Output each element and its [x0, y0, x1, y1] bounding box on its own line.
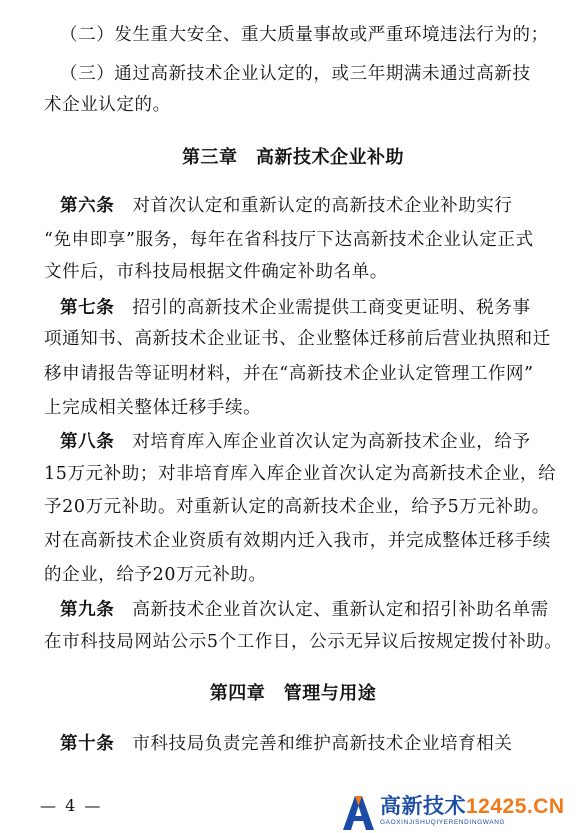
page-number: — 4 — — [40, 796, 103, 815]
text-line: 移申请报告等证明材料，并在“高新技术企业认定管理工作网” — [44, 364, 534, 384]
watermark-logo-icon — [340, 792, 374, 832]
article-line — [60, 432, 580, 452]
article-text: 招引的高新技术企业需提供工商变更证明、税务事 — [114, 298, 531, 318]
text-line: 术企业认定的。 — [44, 95, 171, 115]
article-label: 第八条 — [60, 432, 115, 452]
text-line: 文件后，市科技局根据文件确定补助名单。 — [44, 262, 388, 282]
article-text: 市科技局负责完善和维护高新技术企业培育相关 — [114, 734, 513, 754]
watermark — [340, 792, 586, 833]
watermark-subtext: GAOXINJISHUQIYERENDINGWANG — [380, 819, 506, 826]
article-label: 第六条 — [60, 196, 115, 216]
text-line: “免申即享”服务，每年在省科技厅下达高新技术企业认定正式 — [44, 230, 534, 250]
article-line — [60, 600, 580, 620]
article-label: 第九条 — [60, 600, 115, 620]
article-line — [60, 298, 580, 318]
chapter-heading: 第三章 高新技术企业补助 — [182, 147, 404, 168]
watermark-text: 高新技术12425.CN — [380, 795, 565, 818]
article-text: 高新技术企业首次认定、重新认定和招引补助名单需 — [114, 600, 549, 620]
article-label: 第七条 — [60, 298, 115, 318]
article-line — [60, 196, 580, 216]
text-line: 在市科技局网站公示5个工作日，公示无异议后按规定拨付补助。 — [44, 632, 563, 652]
text-line: 项通知书、高新技术企业证书、企业整体迁移前后营业执照和迁 — [44, 329, 551, 349]
article-line — [60, 734, 580, 754]
text-line: 15万元补助；对非培育库入库企业首次认定为高新技术企业，给 — [44, 464, 557, 484]
article-label: 第十条 — [60, 734, 115, 754]
chapter-heading: 第四章 管理与用途 — [209, 683, 377, 704]
article-text: 对首次认定和重新认定的高新技术企业补助实行 — [114, 196, 513, 216]
text-line: 上完成相关整体迁移手续。 — [44, 398, 262, 418]
text-line: 对在高新技术企业资质有效期内迁入我市，并完成整体迁移手续 — [44, 531, 551, 551]
article-text: 对培育库入库企业首次认定为高新技术企业，给予 — [114, 432, 531, 452]
text-line: 予20万元补助。对重新认定的高新技术企业，给予5万元补助。 — [44, 497, 550, 517]
text-line: （二）发生重大安全、重大质量事故或严重环境违法行为的； — [60, 25, 549, 45]
text-line: （三）通过高新技术企业认定的，或三年期满未通过高新技 — [60, 64, 531, 84]
text-line: 的企业，给予20万元补助。 — [44, 565, 267, 585]
